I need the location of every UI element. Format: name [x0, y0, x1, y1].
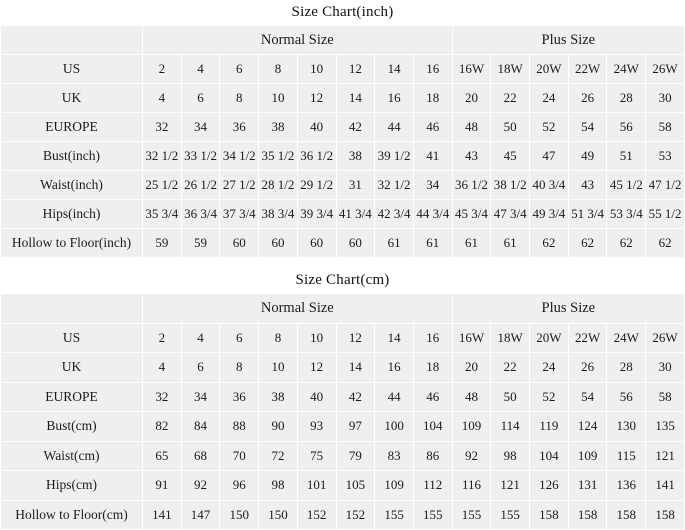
table-row — [1, 200, 685, 229]
table-cell: 59 — [143, 229, 182, 258]
table-cell: 2 — [143, 323, 182, 353]
table-cell: 41 — [413, 142, 452, 171]
table-cell: 38 — [259, 113, 298, 142]
table-cell: 12 — [297, 84, 336, 113]
table-row-label: Bust(cm) — [1, 412, 143, 442]
table-cell: 58 — [646, 382, 685, 412]
table-cell: 47 3/4 — [491, 200, 530, 229]
table-cell: 147 — [181, 500, 220, 530]
table-row — [1, 412, 685, 442]
table-cell: 104 — [413, 412, 452, 442]
table-cell: 59 — [181, 229, 220, 258]
table-cell: 29 1/2 — [297, 171, 336, 200]
table-row-label: Waist(cm) — [1, 441, 143, 471]
table-cell: 26W — [646, 55, 685, 84]
table-cell: 18W — [491, 323, 530, 353]
table-cell: 18 — [413, 84, 452, 113]
size-chart-inch — [0, 0, 685, 258]
table-cell: 47 — [530, 142, 569, 171]
table-cell: 47 1/2 — [646, 171, 685, 200]
table-cell: 8 — [220, 84, 259, 113]
table-group-header: Plus Size — [452, 26, 684, 55]
table-cell: 50 — [491, 382, 530, 412]
table-cell: 68 — [181, 441, 220, 471]
table-cell: 51 — [607, 142, 646, 171]
table-cell: 12 — [336, 323, 375, 353]
table-cell: 62 — [646, 229, 685, 258]
table-group-header: Normal Size — [143, 26, 453, 55]
table-cell: 121 — [491, 471, 530, 501]
table-cell: 62 — [607, 229, 646, 258]
table-cell: 38 3/4 — [259, 200, 298, 229]
table-cell: 131 — [568, 471, 607, 501]
table-cell: 60 — [297, 229, 336, 258]
table-cell: 28 1/2 — [259, 171, 298, 200]
table-cell: 26 — [568, 84, 607, 113]
size-table-inch-body — [1, 26, 685, 258]
table-cell: 45 3/4 — [452, 200, 491, 229]
table-cell: 49 — [568, 142, 607, 171]
table-cell: 24W — [607, 55, 646, 84]
table-cell: 42 — [336, 382, 375, 412]
table-cell: 35 3/4 — [143, 200, 182, 229]
table-cell: 62 — [568, 229, 607, 258]
table-cell: 70 — [220, 441, 259, 471]
table-cell: 155 — [452, 500, 491, 530]
table-row-label: Bust(inch) — [1, 142, 143, 171]
table-cell: 4 — [143, 353, 182, 383]
table-cell: 124 — [568, 412, 607, 442]
table-cell: 37 3/4 — [220, 200, 259, 229]
table-cell: 53 3/4 — [607, 200, 646, 229]
size-table-inch — [0, 25, 685, 258]
table-cell: 45 1/2 — [607, 171, 646, 200]
table-cell: 40 — [297, 113, 336, 142]
table-cell: 26 1/2 — [181, 171, 220, 200]
table-cell: 91 — [143, 471, 182, 501]
chart-title-inch: Size Chart(inch) — [0, 0, 685, 25]
table-cell: 16W — [452, 55, 491, 84]
table-cell: 46 — [413, 382, 452, 412]
table-row-label: US — [1, 55, 143, 84]
table-cell: 14 — [375, 55, 414, 84]
table-cell: 56 — [607, 382, 646, 412]
table-row — [1, 142, 685, 171]
table-cell: 36 1/2 — [452, 171, 491, 200]
table-cell: 92 — [452, 441, 491, 471]
table-cell: 10 — [259, 84, 298, 113]
table-cell: 34 1/2 — [220, 142, 259, 171]
table-cell: 4 — [143, 84, 182, 113]
table-cell: 40 — [297, 382, 336, 412]
table-cell: 109 — [568, 441, 607, 471]
table-cell: 141 — [143, 500, 182, 530]
table-cell: 16 — [413, 55, 452, 84]
table-cell: 109 — [452, 412, 491, 442]
table-cell: 98 — [259, 471, 298, 501]
table-cell: 16 — [375, 84, 414, 113]
table-cell: 32 1/2 — [375, 171, 414, 200]
table-cell: 155 — [375, 500, 414, 530]
table-cell: 90 — [259, 412, 298, 442]
table-cell: 126 — [530, 471, 569, 501]
table-cell: 130 — [607, 412, 646, 442]
table-cell: 20 — [452, 84, 491, 113]
table-cell: 55 1/2 — [646, 200, 685, 229]
table-cell: 4 — [181, 323, 220, 353]
table-cell: 30 — [646, 84, 685, 113]
table-cell: 27 1/2 — [220, 171, 259, 200]
table-row — [1, 113, 685, 142]
table-cell: 32 — [143, 382, 182, 412]
table-cell: 50 — [491, 113, 530, 142]
table-cell: 61 — [413, 229, 452, 258]
table-cell: 121 — [646, 441, 685, 471]
table-row — [1, 171, 685, 200]
table-cell: 53 — [646, 142, 685, 171]
table-cell: 60 — [220, 229, 259, 258]
table-cell: 34 — [413, 171, 452, 200]
table-cell: 20W — [530, 323, 569, 353]
table-row-label: EUROPE — [1, 382, 143, 412]
table-cell: 52 — [530, 382, 569, 412]
table-cell: 36 1/2 — [297, 142, 336, 171]
table-cell: 152 — [297, 500, 336, 530]
table-cell: 24W — [607, 323, 646, 353]
table-cell: 56 — [607, 113, 646, 142]
table-cell: 155 — [413, 500, 452, 530]
table-cell: 141 — [646, 471, 685, 501]
table-cell: 14 — [336, 353, 375, 383]
table-row — [1, 353, 685, 383]
table-cell: 54 — [568, 113, 607, 142]
table-corner-cell — [1, 26, 143, 55]
table-row — [1, 323, 685, 353]
table-cell: 75 — [297, 441, 336, 471]
table-cell: 10 — [297, 55, 336, 84]
table-cell: 8 — [259, 323, 298, 353]
table-cell: 84 — [181, 412, 220, 442]
table-cell: 26W — [646, 323, 685, 353]
table-cell: 62 — [530, 229, 569, 258]
table-cell: 35 1/2 — [259, 142, 298, 171]
table-row — [1, 382, 685, 412]
table-cell: 6 — [220, 55, 259, 84]
table-cell: 109 — [375, 471, 414, 501]
table-cell: 82 — [143, 412, 182, 442]
table-cell: 116 — [452, 471, 491, 501]
table-cell: 6 — [181, 84, 220, 113]
table-cell: 136 — [607, 471, 646, 501]
table-row-label: Hollow to Floor(cm) — [1, 500, 143, 530]
size-chart-cm — [0, 268, 685, 530]
table-cell: 22W — [568, 323, 607, 353]
table-cell: 115 — [607, 441, 646, 471]
table-cell: 150 — [259, 500, 298, 530]
table-cell: 48 — [452, 113, 491, 142]
table-cell: 14 — [375, 323, 414, 353]
table-row-label: US — [1, 323, 143, 353]
table-cell: 30 — [646, 353, 685, 383]
table-cell: 96 — [220, 471, 259, 501]
table-row — [1, 55, 685, 84]
table-cell: 58 — [646, 113, 685, 142]
table-row-label: UK — [1, 353, 143, 383]
table-cell: 72 — [259, 441, 298, 471]
table-cell: 100 — [375, 412, 414, 442]
table-cell: 112 — [413, 471, 452, 501]
table-cell: 44 — [375, 382, 414, 412]
table-group-header-row — [1, 294, 685, 324]
table-cell: 33 1/2 — [181, 142, 220, 171]
table-cell: 6 — [220, 323, 259, 353]
size-table-cm — [0, 293, 685, 530]
table-cell: 152 — [336, 500, 375, 530]
table-cell: 43 — [568, 171, 607, 200]
table-cell: 22 — [491, 353, 530, 383]
table-cell: 14 — [336, 84, 375, 113]
table-cell: 54 — [568, 382, 607, 412]
table-cell: 105 — [336, 471, 375, 501]
table-spacer — [0, 258, 685, 268]
table-cell: 61 — [452, 229, 491, 258]
table-row — [1, 84, 685, 113]
table-cell: 42 — [336, 113, 375, 142]
table-cell: 24 — [530, 353, 569, 383]
table-cell: 12 — [297, 353, 336, 383]
table-cell: 93 — [297, 412, 336, 442]
table-cell: 34 — [181, 382, 220, 412]
table-cell: 20W — [530, 55, 569, 84]
table-cell: 40 3/4 — [530, 171, 569, 200]
table-cell: 46 — [413, 113, 452, 142]
table-cell: 41 3/4 — [336, 200, 375, 229]
table-cell: 42 3/4 — [375, 200, 414, 229]
table-row — [1, 441, 685, 471]
table-cell: 158 — [568, 500, 607, 530]
table-cell: 38 1/2 — [491, 171, 530, 200]
table-cell: 16 — [413, 323, 452, 353]
table-cell: 12 — [336, 55, 375, 84]
table-cell: 28 — [607, 84, 646, 113]
table-row — [1, 500, 685, 530]
table-cell: 79 — [336, 441, 375, 471]
table-row-label: UK — [1, 84, 143, 113]
chart-title-cm: Size Chart(cm) — [0, 268, 685, 293]
table-cell: 61 — [375, 229, 414, 258]
table-cell: 61 — [491, 229, 530, 258]
table-cell: 24 — [530, 84, 569, 113]
table-cell: 135 — [646, 412, 685, 442]
table-corner-cell — [1, 294, 143, 324]
table-cell: 22W — [568, 55, 607, 84]
table-cell: 10 — [297, 323, 336, 353]
table-cell: 39 1/2 — [375, 142, 414, 171]
table-cell: 44 3/4 — [413, 200, 452, 229]
table-cell: 36 — [220, 113, 259, 142]
table-cell: 16 — [375, 353, 414, 383]
table-cell: 18W — [491, 55, 530, 84]
table-cell: 114 — [491, 412, 530, 442]
table-row-label: EUROPE — [1, 113, 143, 142]
table-cell: 158 — [646, 500, 685, 530]
table-row-label: Hips(inch) — [1, 200, 143, 229]
table-cell: 8 — [259, 55, 298, 84]
table-row — [1, 471, 685, 501]
table-cell: 28 — [607, 353, 646, 383]
table-cell: 20 — [452, 353, 491, 383]
table-row-label: Hips(cm) — [1, 471, 143, 501]
table-cell: 150 — [220, 500, 259, 530]
table-cell: 83 — [375, 441, 414, 471]
table-group-header: Normal Size — [143, 294, 453, 324]
table-cell: 31 — [336, 171, 375, 200]
table-cell: 104 — [530, 441, 569, 471]
table-cell: 86 — [413, 441, 452, 471]
table-cell: 22 — [491, 84, 530, 113]
table-cell: 6 — [181, 353, 220, 383]
table-cell: 38 — [336, 142, 375, 171]
table-cell: 52 — [530, 113, 569, 142]
table-cell: 39 3/4 — [297, 200, 336, 229]
table-row — [1, 229, 685, 258]
table-cell: 10 — [259, 353, 298, 383]
table-group-header: Plus Size — [452, 294, 684, 324]
table-cell: 97 — [336, 412, 375, 442]
table-cell: 98 — [491, 441, 530, 471]
table-cell: 60 — [259, 229, 298, 258]
table-cell: 49 3/4 — [530, 200, 569, 229]
table-cell: 60 — [336, 229, 375, 258]
size-table-cm-body — [1, 294, 685, 530]
table-cell: 48 — [452, 382, 491, 412]
table-cell: 36 3/4 — [181, 200, 220, 229]
table-cell: 36 — [220, 382, 259, 412]
table-cell: 8 — [220, 353, 259, 383]
table-cell: 101 — [297, 471, 336, 501]
table-cell: 32 1/2 — [143, 142, 182, 171]
table-cell: 25 1/2 — [143, 171, 182, 200]
table-cell: 16W — [452, 323, 491, 353]
table-cell: 2 — [143, 55, 182, 84]
table-cell: 44 — [375, 113, 414, 142]
table-cell: 38 — [259, 382, 298, 412]
table-row-label: Hollow to Floor(inch) — [1, 229, 143, 258]
table-cell: 34 — [181, 113, 220, 142]
table-cell: 158 — [607, 500, 646, 530]
table-cell: 18 — [413, 353, 452, 383]
table-cell: 92 — [181, 471, 220, 501]
table-cell: 45 — [491, 142, 530, 171]
table-cell: 88 — [220, 412, 259, 442]
table-cell: 4 — [181, 55, 220, 84]
table-cell: 32 — [143, 113, 182, 142]
table-cell: 119 — [530, 412, 569, 442]
table-cell: 43 — [452, 142, 491, 171]
table-cell: 51 3/4 — [568, 200, 607, 229]
table-cell: 26 — [568, 353, 607, 383]
table-cell: 155 — [491, 500, 530, 530]
table-cell: 65 — [143, 441, 182, 471]
table-cell: 158 — [530, 500, 569, 530]
table-group-header-row — [1, 26, 685, 55]
table-row-label: Waist(inch) — [1, 171, 143, 200]
